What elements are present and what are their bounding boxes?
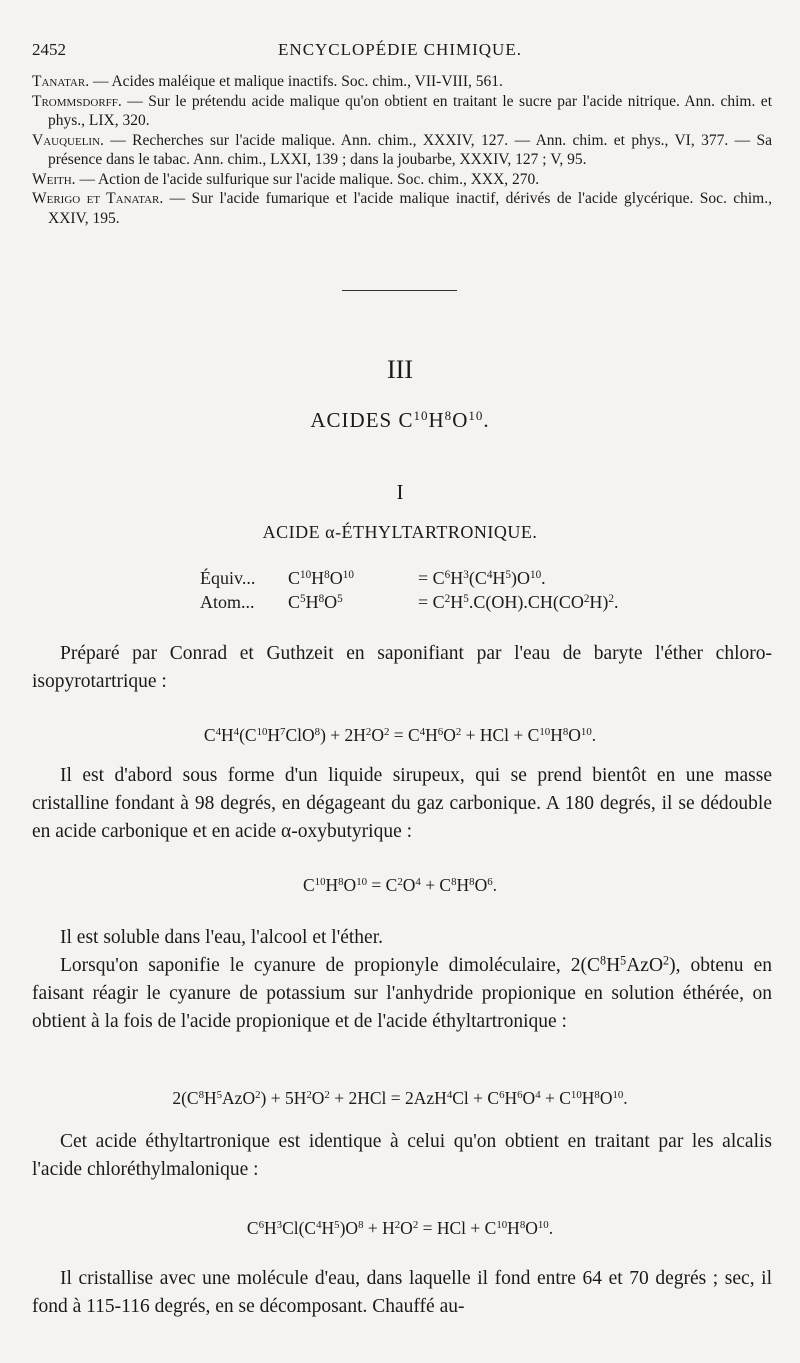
reference-entry (32, 170, 772, 190)
reference-text: — Action de l'acide sulfurique sur l'acide malique. Soc. chim., XXX, 270. (75, 170, 540, 188)
reference-entry (32, 131, 772, 170)
page-header (32, 40, 768, 66)
subsection-numeral: I (396, 480, 404, 504)
running-title: ENCYCLOPÉDIE CHIMIQUE. (278, 40, 522, 59)
formula-left: $C^{10}H^8O^{10}$ (288, 568, 354, 588)
reference-author: Weith. (32, 170, 76, 188)
reference-author: Trommsdorff. (32, 92, 122, 110)
paragraph: Cet acide éthyltartronique est identique à celui qu'on obtient en traitant par les alcalis l'acide chloréthylmalonique : (32, 1131, 772, 1180)
reference-text: — Sur l'acide fumarique et l'acide malique inactif, dérivés de l'acide glycérique. Soc. chim., XXIV, 195. (48, 190, 772, 227)
reference-author: Vauquelin. (32, 131, 104, 149)
paragraph: Il est soluble dans l'eau, l'alcool et l'éther. (60, 927, 383, 948)
reference-entry (32, 72, 772, 92)
reference-entry (32, 92, 772, 131)
formula-right: = $C^2H^5.C(OH).CH(CO^2H)^2$. (418, 592, 619, 612)
paragraph: Préparé par Conrad et Guthzeit en saponifiant par l'eau de baryte l'éther chloro-isopyrotartrique : (32, 643, 772, 692)
acid-name-heading: ACIDE α-ÉTHYLTARTRONIQUE. (262, 522, 538, 542)
section-numeral: III (387, 355, 413, 384)
reference-author: Werigo et Tanatar. (32, 190, 164, 207)
equation: $C^4H^4(C^{10}H^7ClO^8) + 2H^2O^2 = C^4H^6O^2$ + HCl + $C^{10}H^8O^{10}$. (203, 725, 597, 745)
formula-row-equiv (200, 566, 618, 590)
reference-text: — Sur le prétendu acide malique qu'on obtient en traitant le sucre par l'acide nitrique. Ann. chim. et phys., LIX, 320. (48, 92, 772, 129)
reference-text: — Recherches sur l'acide malique. Ann. chim., XXXIV, 127. — Ann. chim. et phys., VI, 377. — Sa présence dans le tabac. Ann. chim., LXXI, 139 ; dans la joubarbe, XXXIV, 127 ; V, 95. (48, 131, 772, 168)
page-number: 2452 (32, 40, 66, 59)
formula-label: Équiv... (200, 568, 256, 588)
formula-left: $C^5H^8O^5$ (288, 592, 343, 612)
reference-text: — Acides maléique et malique inactifs. Soc. chim., VII-VIII, 561. (89, 73, 503, 90)
equation: $C^{10}H^8O^{10} = C^2O^4 + C^8H^8O^6$. (302, 875, 498, 895)
formula-label: Atom... (200, 592, 255, 612)
reference-entry (32, 189, 772, 228)
paragraph: Lorsqu'on saponifie le cyanure de propionyle dimoléculaire, $2(C^8H^5AzO^2)$, obtenu en faisant réagir le cyanure de potassium sur l'anhydride propionique en solution éthérée, on obtient à la fois de l'acide propionique et de l'acide éthyltartronique : (32, 953, 773, 1032)
formula-right: = $C^6H^3(C^4H^5)O^{10}$. (418, 568, 546, 588)
reference-author: Tanatar. (32, 73, 90, 90)
equation: $C^6H^3Cl(C^4H^5)O^8 + H^2O^2$ = HCl + $C^{10}H^8O^{10}$. (246, 1218, 554, 1238)
paragraph: Il est d'abord sous forme d'un liquide sirupeux, qui se prend bientôt en une masse cristalline fondant à 98 degrés, en dégageant du gaz carbonique. A 180 degrés, il se dédouble en acide carbonique et en acide α-oxybutyrique : (32, 765, 772, 842)
equation: $2(C^8H^5AzO^2) + 5H^2O^2 + 2HCl = 2AzH^4Cl + C^6H^6O^4 + C^{10}H^8O^{10}$. (172, 1088, 628, 1108)
bibliography (32, 72, 772, 228)
formula-table (200, 566, 618, 614)
paragraph: Il cristallise avec une molécule d'eau, dans laquelle il fond entre 64 et 70 degrés ; sec, il fond à 115-116 degrés, en se décomposant. Chauffé au- (32, 1268, 772, 1317)
section-title: ACIDES $C^{10}H^8O^{10}$. (310, 407, 490, 432)
formula-row-atom (200, 590, 618, 614)
section-divider (342, 290, 457, 291)
